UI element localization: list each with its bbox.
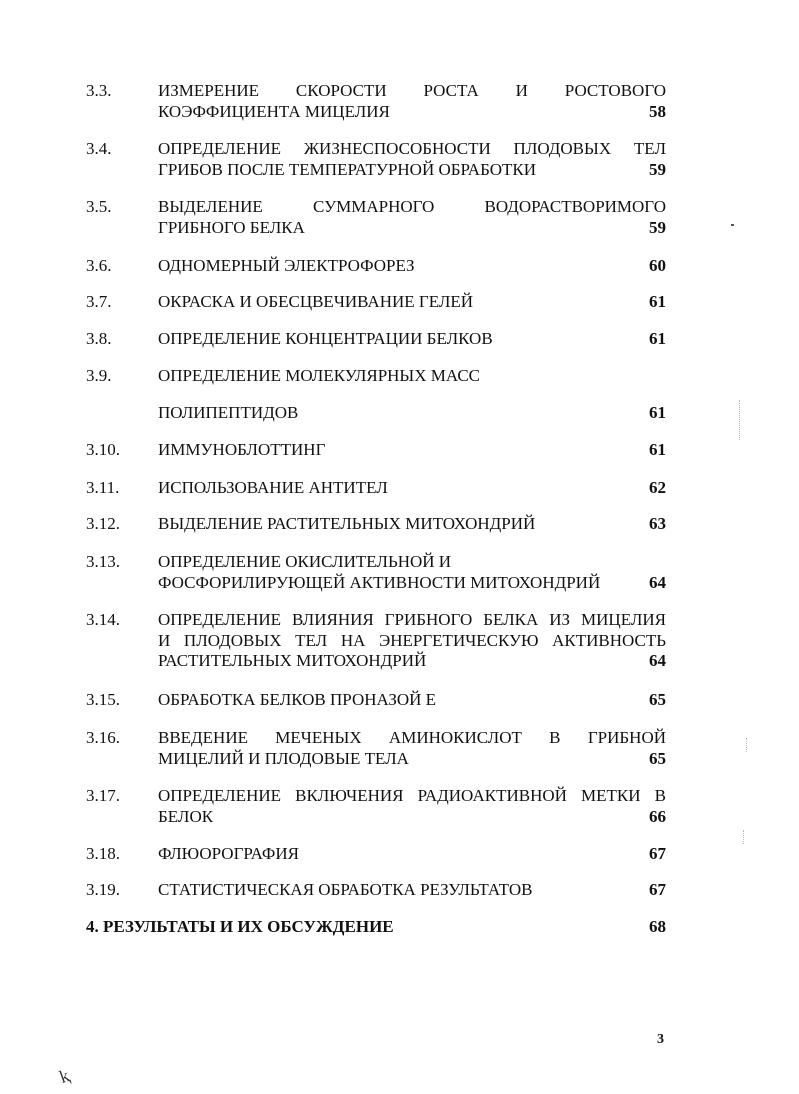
- toc-title-line: БЕЛОК: [158, 806, 214, 826]
- toc-title-line: ФЛЮОРОГРАФИЯ: [158, 844, 299, 863]
- toc-page-number: 63: [649, 514, 666, 533]
- toc-number: 3.18.: [86, 844, 120, 863]
- toc-page-number: 61: [649, 440, 666, 459]
- scan-speck: [731, 224, 734, 226]
- toc-page-number: 58: [649, 101, 666, 121]
- toc-page-number: 65: [649, 748, 666, 768]
- toc-page-number: 64: [649, 651, 666, 670]
- toc-title-line: ОПРЕДЕЛЕНИЕ ОКИСЛИТЕЛЬНОЙ И: [158, 552, 452, 571]
- toc-page-number: 60: [649, 256, 666, 275]
- scan-handwritten-mark: ⱪ: [56, 1065, 72, 1087]
- toc-number: 3.16.: [86, 728, 120, 747]
- toc-title-line: ОПРЕДЕЛЕНИЕ МОЛЕКУЛЯРНЫХ МАСС: [158, 366, 481, 385]
- toc-number: 3.12.: [86, 514, 120, 533]
- scan-artifact: [739, 400, 741, 440]
- toc-title-line: ОБРАБОТКА БЕЛКОВ ПРОНАЗОЙ Е: [158, 690, 437, 709]
- toc-title-line: ОДНОМЕРНЫЙ ЭЛЕКТРОФОРЕЗ: [158, 256, 415, 275]
- toc-number: 3.10.: [86, 440, 120, 459]
- page-number: 3: [657, 1032, 664, 1047]
- toc-section-title: 4. РЕЗУЛЬТАТЫ И ИХ ОБСУЖДЕНИЕ: [86, 917, 394, 936]
- toc-title-line: ПОЛИПЕПТИДОВ: [158, 402, 299, 422]
- toc-title-line: РАСТИТЕЛЬНЫХ МИТОХОНДРИЙ: [158, 651, 427, 670]
- toc-number: 3.5.: [86, 197, 112, 216]
- toc-number: 3.7.: [86, 292, 112, 311]
- toc-page-number: 59: [649, 159, 666, 179]
- toc-number: 3.15.: [86, 690, 120, 709]
- toc-title-line: ИММУНОБЛОТТИНГ: [158, 440, 326, 459]
- toc-page-number: 59: [649, 217, 666, 237]
- toc-page-number: 61: [649, 402, 666, 422]
- toc-title-line: ГРИБНОГО БЕЛКА: [158, 217, 305, 237]
- toc-page-number: 67: [649, 844, 666, 863]
- toc-title-line: ВВЕДЕНИЕ МЕЧЕНЫХ АМИНОКИСЛОТ В ГРИБНОЙ: [158, 728, 666, 747]
- toc-page-number: 66: [649, 806, 666, 826]
- toc-title-line: КОЭФФИЦИЕНТА МИЦЕЛИЯ: [158, 101, 390, 121]
- toc-title-line: ВЫДЕЛЕНИЕ СУММАРНОГО ВОДОРАСТВОРИМОГО: [158, 197, 666, 216]
- toc-title-line: ОПРЕДЕЛЕНИЕ ВЛИЯНИЯ ГРИБНОГО БЕЛКА ИЗ МИЦЕЛИЯ: [158, 610, 666, 629]
- toc-title-line: И ПЛОДОВЫХ ТЕЛ НА ЭНЕРГЕТИЧЕСКУЮ АКТИВНОСТЬ: [158, 630, 666, 650]
- toc-number: 3.11.: [86, 478, 120, 497]
- toc-number: 3.17.: [86, 786, 120, 805]
- scan-artifact: [746, 738, 748, 752]
- toc-page-number: 61: [649, 292, 666, 311]
- toc-title-line: ГРИБОВ ПОСЛЕ ТЕМПЕРАТУРНОЙ ОБРАБОТКИ: [158, 159, 536, 179]
- toc-page-number: 67: [649, 880, 666, 899]
- toc-section-4: [86, 917, 666, 938]
- toc-title-line: ФОСФОРИЛИРУЮЩЕЙ АКТИВНОСТИ МИТОХОНДРИЙ: [158, 572, 601, 592]
- toc-page-number: 65: [649, 690, 666, 709]
- toc-number: 3.13.: [86, 552, 120, 571]
- toc-title-line: ОПРЕДЕЛЕНИЕ ЖИЗНЕСПОСОБНОСТИ ПЛОДОВЫХ ТЕЛ: [158, 139, 666, 158]
- toc-number: 3.9.: [86, 366, 112, 385]
- toc-number: 3.4.: [86, 139, 112, 158]
- toc-title-line: СТАТИСТИЧЕСКАЯ ОБРАБОТКА РЕЗУЛЬТАТОВ: [158, 880, 533, 899]
- toc-page-number: 64: [649, 572, 666, 592]
- toc-title-line: ИСПОЛЬЗОВАНИЕ АНТИТЕЛ: [158, 478, 388, 497]
- toc-title-line: МИЦЕЛИЙ И ПЛОДОВЫЕ ТЕЛА: [158, 748, 409, 768]
- toc-number: 3.3.: [86, 81, 112, 100]
- toc-title-line: ОКРАСКА И ОБЕСЦВЕЧИВАНИЕ ГЕЛЕЙ: [158, 292, 474, 311]
- toc-page-number: 61: [649, 329, 666, 348]
- scan-artifact: [743, 830, 745, 844]
- toc-number: 3.14.: [86, 610, 120, 629]
- toc-title-line: ИЗМЕРЕНИЕ СКОРОСТИ РОСТА И РОСТОВОГО: [158, 81, 666, 100]
- toc-title-line: ВЫДЕЛЕНИЕ РАСТИТЕЛЬНЫХ МИТОХОНДРИЙ: [158, 514, 536, 533]
- toc-number: 3.8.: [86, 329, 112, 348]
- toc-number: 3.6.: [86, 256, 112, 275]
- toc-number: 3.19.: [86, 880, 120, 899]
- toc-title-line: ОПРЕДЕЛЕНИЕ ВКЛЮЧЕНИЯ РАДИОАКТИВНОЙ МЕТКИ В: [158, 786, 666, 805]
- toc-title-line: ОПРЕДЕЛЕНИЕ КОНЦЕНТРАЦИИ БЕЛКОВ: [158, 329, 493, 348]
- toc-page-number: 62: [649, 478, 666, 497]
- toc-page-number: 68: [649, 917, 666, 936]
